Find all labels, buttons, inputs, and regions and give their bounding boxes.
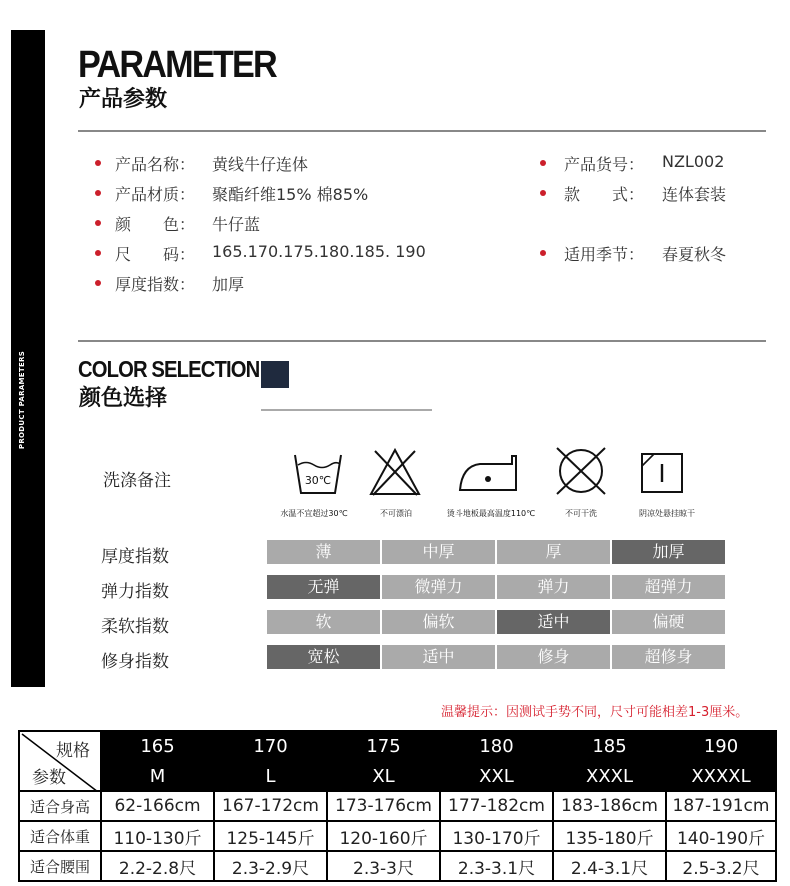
wash-30-icon [292, 451, 344, 497]
index-option: 厚 [497, 540, 610, 564]
row-label: 适合身高 [19, 791, 101, 821]
row-label: 适合体重 [19, 821, 101, 851]
table-corner [19, 731, 101, 791]
color-title-en: COLOR SELECTION [78, 356, 260, 382]
bullet-icon [95, 190, 101, 196]
index-option: 软 [267, 610, 380, 634]
param-label: 产品名称： [115, 155, 196, 174]
index-label: 厚度指数 [101, 547, 169, 567]
bullet-icon [95, 160, 101, 166]
param-value: 连体套装 [662, 185, 727, 204]
param-label: 颜 色： [115, 215, 196, 234]
table-row [19, 791, 776, 821]
divider [78, 130, 766, 132]
param-label: 产品货号： [564, 155, 645, 174]
wash-caption: 阴凉处悬挂晾干 [639, 509, 695, 518]
iron-110-icon [458, 452, 520, 494]
wash-caption: 不可干洗 [565, 509, 597, 518]
param-value: 春夏秋冬 [662, 245, 727, 264]
table-cell: 2.3-2.9尺 [214, 851, 327, 881]
size-cell: XL [327, 761, 440, 791]
page-title-cn: 产品参数 [79, 87, 168, 112]
no-bleach-icon [369, 447, 421, 497]
table-cell: 187-191cm [666, 791, 776, 821]
param-value: 加厚 [212, 275, 245, 294]
page-title-en: PARAMETER [78, 44, 276, 86]
size-cell: XXXL [553, 761, 666, 791]
wash-label: 洗涤备注 [103, 471, 171, 491]
index-option: 薄 [267, 540, 380, 564]
table-cell: 110-130斤 [101, 821, 214, 851]
size-cell: XXXXL [666, 761, 776, 791]
param-value: 聚酯纤维15% 棉85% [212, 185, 369, 204]
table-cell: 2.4-3.1尺 [553, 851, 666, 881]
table-cell: 130-170斤 [440, 821, 553, 851]
param-value: NZL002 [662, 152, 725, 171]
table-cell: 177-182cm [440, 791, 553, 821]
spec-cell: 170 [214, 731, 327, 761]
param-value: 165.170.175.180.185. 190 [212, 242, 426, 261]
table-cell: 2.5-3.2尺 [666, 851, 776, 881]
index-option-selected: 适中 [497, 610, 610, 634]
wash-caption: 不可漂泊 [380, 509, 412, 518]
index-option-selected: 加厚 [612, 540, 725, 564]
spec-cell: 165 [101, 731, 214, 761]
corner-param-label: 参数 [32, 768, 66, 788]
index-option: 偏软 [382, 610, 495, 634]
wash-caption: 烫斗地板最高温度110℃ [446, 509, 536, 518]
table-cell: 167-172cm [214, 791, 327, 821]
table-cell: 135-180斤 [553, 821, 666, 851]
bullet-icon [95, 250, 101, 256]
table-row [19, 821, 776, 851]
index-option: 弹力 [497, 575, 610, 599]
no-dry-clean-icon [553, 445, 609, 497]
divider [78, 340, 766, 342]
param-label: 款 式： [564, 185, 645, 204]
index-option: 超弹力 [612, 575, 725, 599]
spec-cell: 190 [666, 731, 776, 761]
spec-cell: 175 [327, 731, 440, 761]
index-label: 修身指数 [101, 652, 169, 672]
size-table [18, 730, 777, 882]
index-option: 微弹力 [382, 575, 495, 599]
bullet-icon [95, 220, 101, 226]
size-cell: XXL [440, 761, 553, 791]
table-cell: 173-176cm [327, 791, 440, 821]
wash-temp-label: 30℃ [304, 474, 332, 487]
wash-caption: 水温不宜超过30℃ [280, 509, 348, 518]
table-row [19, 851, 776, 881]
color-title-cn: 颜色选择 [79, 386, 168, 411]
line-dry-shade-icon [640, 452, 684, 494]
table-cell: 2.3-3尺 [327, 851, 440, 881]
corner-spec-label: 规格 [56, 741, 90, 761]
table-cell: 140-190斤 [666, 821, 776, 851]
param-label: 厚度指数： [115, 275, 196, 294]
spec-cell: 180 [440, 731, 553, 761]
index-option-selected: 无弹 [267, 575, 380, 599]
table-row-sizes [19, 761, 776, 791]
index-option: 适中 [382, 645, 495, 669]
table-cell: 2.2-2.8尺 [101, 851, 214, 881]
color-swatch[interactable] [261, 361, 289, 388]
bullet-icon [540, 250, 546, 256]
row-label: 适合腰围 [19, 851, 101, 881]
table-cell: 62-166cm [101, 791, 214, 821]
param-label: 适用季节： [564, 245, 645, 264]
index-label: 弹力指数 [101, 582, 169, 602]
size-cell: M [101, 761, 214, 791]
index-option: 超修身 [612, 645, 725, 669]
bullet-icon [95, 280, 101, 286]
param-value: 牛仔蓝 [212, 215, 261, 234]
table-cell: 120-160斤 [327, 821, 440, 851]
bullet-icon [540, 160, 546, 166]
param-label: 产品材质： [115, 185, 196, 204]
index-label: 柔软指数 [101, 617, 169, 637]
table-cell: 2.3-3.1尺 [440, 851, 553, 881]
size-note: 温馨提示：因测试手势不同，尺寸可能相差1-3厘米。 [441, 705, 749, 720]
param-value: 黄线牛仔连体 [212, 155, 309, 174]
table-row-specs [19, 731, 776, 761]
spec-cell: 185 [553, 731, 666, 761]
index-option: 中厚 [382, 540, 495, 564]
sidebar-bar [11, 30, 45, 687]
swatch-underline [261, 409, 432, 411]
index-option-selected: 宽松 [267, 645, 380, 669]
bullet-icon [540, 190, 546, 196]
index-option: 偏硬 [612, 610, 725, 634]
table-cell: 183-186cm [553, 791, 666, 821]
param-label: 尺 码： [115, 245, 196, 264]
index-option: 修身 [497, 645, 610, 669]
size-cell: L [214, 761, 327, 791]
table-cell: 125-145斤 [214, 821, 327, 851]
sidebar-label: PRODUCT PARAMETERS [18, 350, 26, 450]
